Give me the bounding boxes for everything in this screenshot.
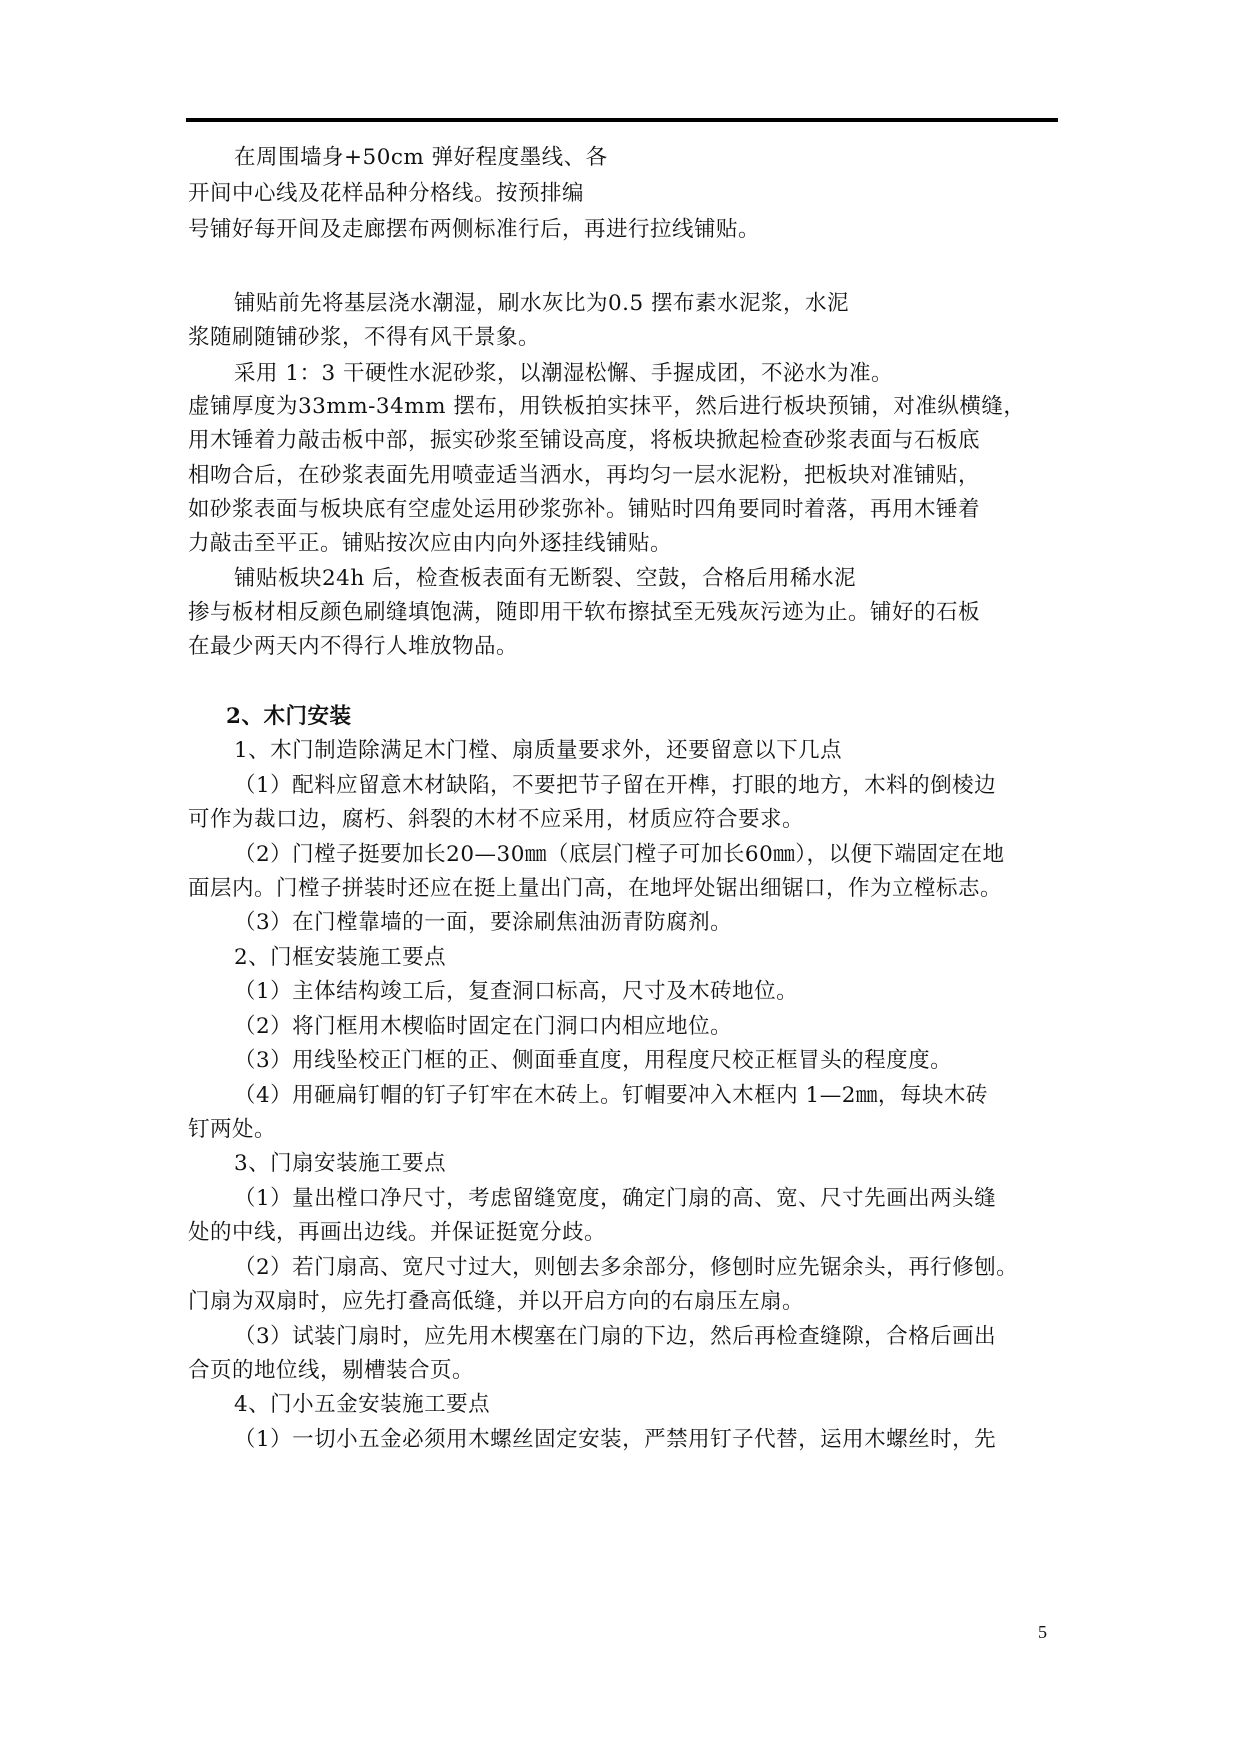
text-line: 面层内。门樘子拼装时还应在挺上量出门高，在地坪处锯出细锯口，作为立樘标志。 <box>188 876 1003 901</box>
text-line: 铺贴板块24h 后，检查板表面有无断裂、空鼓，合格后用稀水泥 <box>234 566 857 591</box>
text-line: 可作为裁口边，腐朽、斜裂的木材不应采用，材质应符合要求。 <box>188 807 805 832</box>
section-heading: 2、木门安装 <box>226 704 352 729</box>
text-line: （3）用线坠校正门框的正、侧面垂直度，用程度尺校正框冒头的程度度。 <box>234 1048 953 1073</box>
text-line: （2）若门扇高、宽尺寸过大，则刨去多余部分，修刨时应先锯余头，再行修刨。 <box>234 1255 1019 1280</box>
text-line: 门扇为双扇时，应先打叠高低缝，并以开启方向的右扇压左扇。 <box>188 1289 805 1314</box>
text-line: （4）用砸扁钉帽的钉子钉牢在木砖上。钉帽要冲入木框内 1—2㎜，每块木砖 <box>234 1083 988 1108</box>
text-line: 浆随刷随铺砂浆，不得有风干景象。 <box>188 325 541 350</box>
subsection-heading: 2、门框安装施工要点 <box>234 945 447 970</box>
text-line: 开间中心线及花样品种分格线。按预排编 <box>188 181 585 206</box>
subsection-heading: 1、木门制造除满足木门樘、扇质量要求外，还要留意以下几点 <box>234 738 843 763</box>
text-line: 如砂浆表面与板块底有空虚处运用砂浆弥补。铺贴时四角要同时着落，再用木锤着 <box>188 497 981 522</box>
text-line: 相吻合后，在砂浆表面先用喷壶适当洒水，再均匀一层水泥粉，把板块对准铺贴， <box>188 463 981 488</box>
text-line: 铺贴前先将基层浇水潮湿，刷水灰比为0.5 摆布素水泥浆，水泥 <box>234 291 850 316</box>
text-line: （2）门樘子挺要加长20—30㎜（底层门樘子可加长60㎜），以便下端固定在地 <box>234 842 1005 867</box>
text-line: （1）主体结构竣工后，复查洞口标高，尺寸及木砖地位。 <box>234 979 799 1004</box>
text-line: 在周围墙身+50cm 弹好程度墨线、各 <box>234 145 608 170</box>
text-line: 钉两处。 <box>188 1117 277 1142</box>
text-line: 合页的地位线，剔槽装合页。 <box>188 1358 475 1383</box>
text-line: （1）一切小五金必须用木螺丝固定安装，严禁用钉子代替，运用木螺丝时，先 <box>234 1427 997 1452</box>
page-number: 5 <box>1038 1622 1047 1642</box>
text-line: （3）在门樘靠墙的一面，要涂刷焦油沥青防腐剂。 <box>234 910 733 935</box>
text-line: 虚铺厚度为33mm-34mm 摆布，用铁板拍实抹平，然后进行板块预铺，对准纵横缝， <box>188 394 1026 419</box>
text-line: 在最少两天内不得行人堆放物品。 <box>188 634 519 659</box>
text-line: （1）量出樘口净尺寸，考虑留缝宽度，确定门扇的高、宽、尺寸先画出两头缝 <box>234 1186 997 1211</box>
text-line: 掺与板材相反颜色刷缝填饱满，随即用干软布擦拭至无残灰污迹为止。铺好的石板 <box>188 600 981 625</box>
subsection-heading: 4、门小五金安装施工要点 <box>234 1392 491 1417</box>
header-rule <box>186 118 1058 122</box>
text-line: 处的中线，再画出边线。并保证挺宽分歧。 <box>188 1220 607 1245</box>
text-line: （3）试装门扇时，应先用木楔塞在门扇的下边，然后再检查缝隙，合格后画出 <box>234 1324 997 1349</box>
subsection-heading: 3、门扇安装施工要点 <box>234 1151 447 1176</box>
text-line: 采用 1：3 干硬性水泥砂浆，以潮湿松懈、手握成团，不泌水为准。 <box>234 361 894 386</box>
text-line: 用木锤着力敲击板中部，振实砂浆至铺设高度，将板块掀起检查砂浆表面与石板底 <box>188 428 981 453</box>
text-line: （2）将门框用木楔临时固定在门洞口内相应地位。 <box>234 1014 733 1039</box>
text-line: （1）配料应留意木材缺陷，不要把节子留在开榫，打眼的地方，木料的倒棱边 <box>234 773 997 798</box>
text-line: 号铺好每开间及走廊摆布两侧标准行后，再进行拉线铺贴。 <box>188 217 761 242</box>
text-line: 力敲击至平正。铺贴按次应由内向外逐挂线铺贴。 <box>188 531 673 556</box>
